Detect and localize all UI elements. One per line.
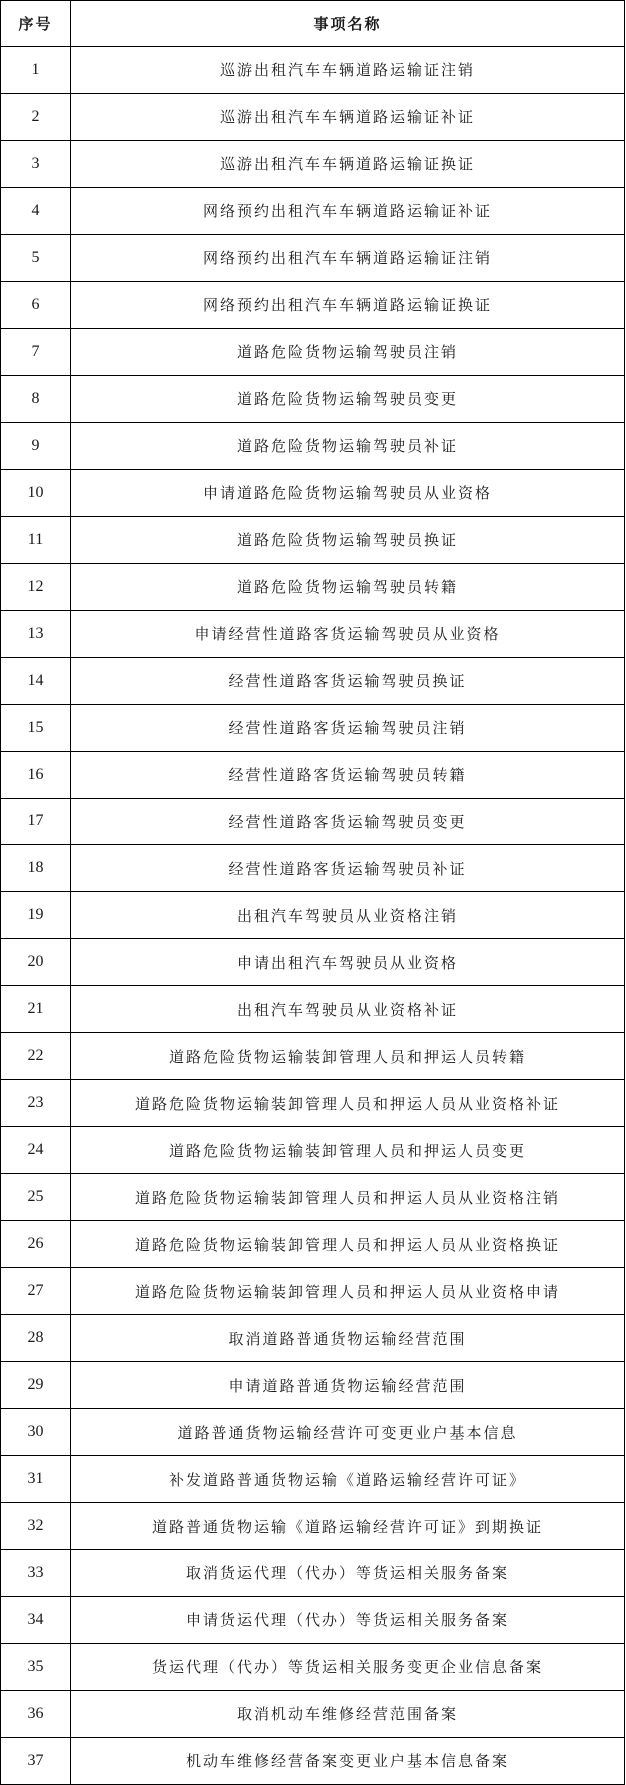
table-row — [1, 375, 625, 422]
row-item-name: 申请道路普通货物运输经营范围 — [71, 1362, 625, 1409]
row-item-name: 经营性道路客货运输驾驶员补证 — [71, 845, 625, 892]
row-item-name: 巡游出租汽车车辆道路运输证补证 — [71, 93, 625, 140]
row-serial-number: 25 — [1, 1174, 71, 1221]
row-item-name: 道路危险货物运输装卸管理人员和押运人员变更 — [71, 1127, 625, 1174]
row-serial-number: 22 — [1, 1033, 71, 1080]
row-item-name: 道路危险货物运输驾驶员换证 — [71, 516, 625, 563]
row-serial-number: 5 — [1, 234, 71, 281]
row-serial-number: 18 — [1, 845, 71, 892]
table-row — [1, 234, 625, 281]
table-row — [1, 704, 625, 751]
row-serial-number: 10 — [1, 469, 71, 516]
table-header-row — [1, 1, 625, 47]
row-item-name: 经营性道路客货运输驾驶员转籍 — [71, 751, 625, 798]
row-item-name: 经营性道路客货运输驾驶员变更 — [71, 798, 625, 845]
row-serial-number: 15 — [1, 704, 71, 751]
table-row — [1, 657, 625, 704]
row-serial-number: 16 — [1, 751, 71, 798]
row-serial-number: 27 — [1, 1268, 71, 1315]
table-row — [1, 1596, 625, 1643]
row-item-name: 申请经营性道路客货运输驾驶员从业资格 — [71, 610, 625, 657]
row-serial-number: 17 — [1, 798, 71, 845]
header-serial-number: 序号 — [1, 1, 71, 47]
table-row — [1, 1503, 625, 1550]
row-item-name: 申请货运代理（代办）等货运相关服务备案 — [71, 1596, 625, 1643]
table-row — [1, 939, 625, 986]
row-serial-number: 34 — [1, 1596, 71, 1643]
table-row — [1, 1690, 625, 1737]
row-item-name: 巡游出租汽车车辆道路运输证换证 — [71, 140, 625, 187]
row-item-name: 申请道路危险货物运输驾驶员从业资格 — [71, 469, 625, 516]
table-row — [1, 1127, 625, 1174]
row-serial-number: 8 — [1, 375, 71, 422]
row-item-name: 道路危险货物运输驾驶员转籍 — [71, 563, 625, 610]
row-serial-number: 28 — [1, 1315, 71, 1362]
row-serial-number: 12 — [1, 563, 71, 610]
row-item-name: 出租汽车驾驶员从业资格补证 — [71, 986, 625, 1033]
table-row — [1, 1643, 625, 1690]
row-serial-number: 13 — [1, 610, 71, 657]
row-serial-number: 1 — [1, 47, 71, 94]
table-row — [1, 328, 625, 375]
table-row — [1, 516, 625, 563]
table-row — [1, 798, 625, 845]
table-row — [1, 47, 625, 94]
table-row — [1, 610, 625, 657]
table-row — [1, 281, 625, 328]
row-item-name: 补发道路普通货物运输《道路运输经营许可证》 — [71, 1456, 625, 1503]
row-serial-number: 7 — [1, 328, 71, 375]
row-item-name: 巡游出租汽车车辆道路运输证注销 — [71, 47, 625, 94]
row-serial-number: 37 — [1, 1737, 71, 1784]
row-item-name: 道路危险货物运输装卸管理人员和押运人员转籍 — [71, 1033, 625, 1080]
row-item-name: 货运代理（代办）等货运相关服务变更企业信息备案 — [71, 1643, 625, 1690]
row-serial-number: 14 — [1, 657, 71, 704]
table-row — [1, 751, 625, 798]
table-row — [1, 469, 625, 516]
row-item-name: 申请出租汽车驾驶员从业资格 — [71, 939, 625, 986]
row-serial-number: 11 — [1, 516, 71, 563]
row-serial-number: 4 — [1, 187, 71, 234]
row-serial-number: 29 — [1, 1362, 71, 1409]
row-item-name: 道路危险货物运输装卸管理人员和押运人员从业资格注销 — [71, 1174, 625, 1221]
row-item-name: 取消货运代理（代办）等货运相关服务备案 — [71, 1550, 625, 1597]
row-serial-number: 21 — [1, 986, 71, 1033]
row-serial-number: 23 — [1, 1080, 71, 1127]
row-serial-number: 31 — [1, 1456, 71, 1503]
table-row — [1, 1409, 625, 1456]
row-item-name: 机动车维修经营备案变更业户基本信息备案 — [71, 1737, 625, 1784]
row-item-name: 道路危险货物运输装卸管理人员和押运人员从业资格申请 — [71, 1268, 625, 1315]
table-row — [1, 1033, 625, 1080]
row-item-name: 网络预约出租汽车车辆道路运输证补证 — [71, 187, 625, 234]
table-row — [1, 892, 625, 939]
table-row — [1, 1456, 625, 1503]
table-row — [1, 986, 625, 1033]
table-row — [1, 140, 625, 187]
row-serial-number: 30 — [1, 1409, 71, 1456]
row-serial-number: 3 — [1, 140, 71, 187]
row-item-name: 道路危险货物运输驾驶员变更 — [71, 375, 625, 422]
row-serial-number: 33 — [1, 1550, 71, 1597]
table-row — [1, 1362, 625, 1409]
table-row — [1, 845, 625, 892]
table-row — [1, 1221, 625, 1268]
row-item-name: 道路危险货物运输驾驶员注销 — [71, 328, 625, 375]
row-item-name: 取消机动车维修经营范围备案 — [71, 1690, 625, 1737]
row-serial-number: 9 — [1, 422, 71, 469]
row-item-name: 道路普通货物运输《道路运输经营许可证》到期换证 — [71, 1503, 625, 1550]
table-row — [1, 422, 625, 469]
row-serial-number: 36 — [1, 1690, 71, 1737]
table-row — [1, 1268, 625, 1315]
table-row — [1, 1315, 625, 1362]
row-serial-number: 24 — [1, 1127, 71, 1174]
row-item-name: 取消道路普通货物运输经营范围 — [71, 1315, 625, 1362]
row-item-name: 出租汽车驾驶员从业资格注销 — [71, 892, 625, 939]
table-row — [1, 1080, 625, 1127]
header-item-name: 事项名称 — [71, 1, 625, 47]
row-serial-number: 2 — [1, 93, 71, 140]
row-serial-number: 32 — [1, 1503, 71, 1550]
row-item-name: 道路危险货物运输装卸管理人员和押运人员从业资格换证 — [71, 1221, 625, 1268]
row-serial-number: 6 — [1, 281, 71, 328]
row-item-name: 经营性道路客货运输驾驶员注销 — [71, 704, 625, 751]
table-row — [1, 1174, 625, 1221]
table-row — [1, 563, 625, 610]
table-row — [1, 1550, 625, 1597]
table-row — [1, 93, 625, 140]
row-serial-number: 20 — [1, 939, 71, 986]
row-item-name: 网络预约出租汽车车辆道路运输证换证 — [71, 281, 625, 328]
row-item-name: 道路危险货物运输装卸管理人员和押运人员从业资格补证 — [71, 1080, 625, 1127]
row-serial-number: 19 — [1, 892, 71, 939]
row-item-name: 经营性道路客货运输驾驶员换证 — [71, 657, 625, 704]
table-row — [1, 187, 625, 234]
row-item-name: 道路普通货物运输经营许可变更业户基本信息 — [71, 1409, 625, 1456]
table-row — [1, 1737, 625, 1784]
row-serial-number: 26 — [1, 1221, 71, 1268]
row-item-name: 网络预约出租汽车车辆道路运输证注销 — [71, 234, 625, 281]
row-item-name: 道路危险货物运输驾驶员补证 — [71, 422, 625, 469]
row-serial-number: 35 — [1, 1643, 71, 1690]
table-body — [1, 47, 625, 1785]
